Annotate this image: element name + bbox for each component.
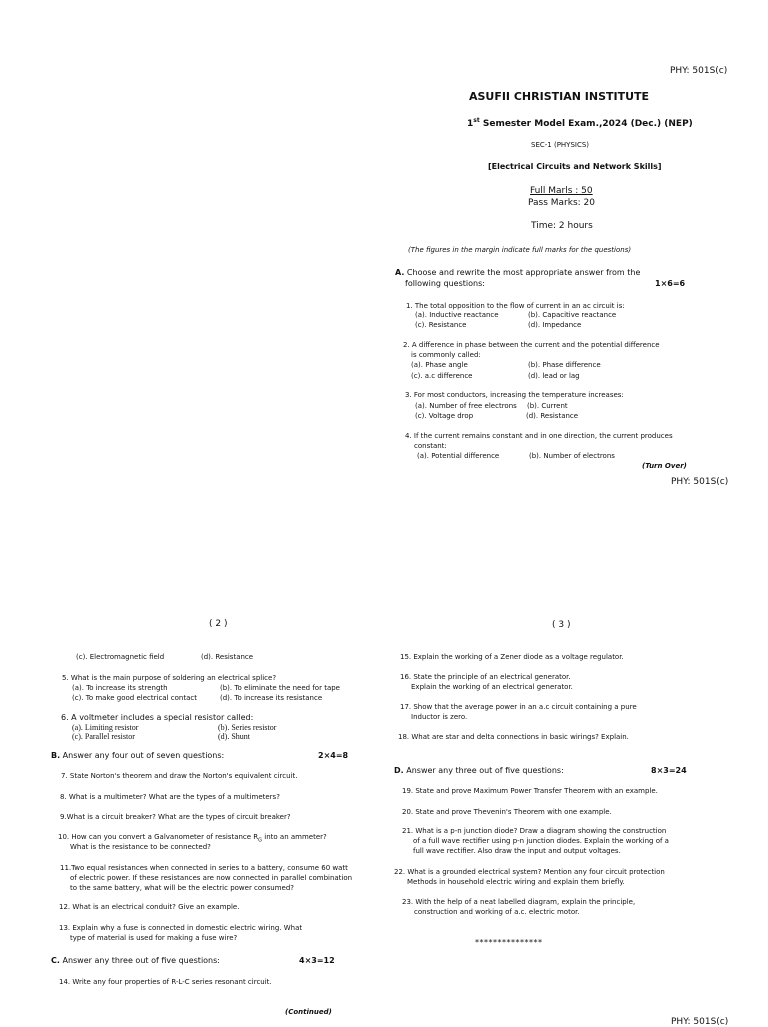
option-d: (d). lead or lag (528, 372, 580, 380)
option-a: (a). Limiting resistor (72, 723, 139, 732)
question-20: 20. State and prove Thevenin's Theorem with one example. (402, 808, 612, 816)
time-allowed: Time: 2 hours (531, 221, 593, 231)
option-c: (c). a.c difference (411, 372, 473, 380)
margin-note: (The figures in the margin indicate full marks for the questions) (408, 246, 632, 254)
question-text-line2: What is the resistance to be connected? (70, 843, 211, 851)
question-text: 1. The total opposition to the flow of current in an ac circuit is: (406, 302, 625, 310)
option-b: (b). Number of electrons (529, 452, 615, 460)
end-stars: *************** (475, 938, 543, 947)
question-text-line2: Explain the working of an electrical generator. (411, 683, 573, 691)
page-number-2: ( 2 ) (209, 619, 228, 629)
exam-title: 1st Semester Model Exam.,2024 (Dec.) (NEP) (467, 117, 693, 129)
option-c: (c). Resistance (415, 321, 467, 329)
section-b-heading: B. Answer any four out of seven questions: (51, 751, 225, 760)
question-text-line3: to the same battery, what will be the electric power consumed? (70, 884, 294, 892)
option-b: (b). Phase difference (528, 361, 601, 369)
option-b: (b). Series resistor (218, 723, 277, 732)
question-9: 9.What is a circuit breaker? What are the types of circuit breaker? (60, 813, 291, 821)
section-c-marks: 4×3=12 (299, 956, 335, 965)
question-text: 16. State the principle of an electrical generator. (400, 673, 571, 681)
option-c: (c). Voltage drop (415, 412, 474, 420)
section-a-heading: A. Choose and rewrite the most appropriate answer from the (395, 268, 641, 277)
option-d: (d). Resistance (526, 412, 579, 420)
question-text: 4. If the current remains constant and in one direction, the current produces (405, 432, 673, 440)
section-c-heading: C. Answer any three out of five questions: (51, 956, 220, 965)
section-d-marks: 8×3=24 (651, 766, 687, 775)
pass-marks: Pass Marks: 20 (528, 198, 596, 208)
question-text-line2: is commonly called: (411, 351, 481, 359)
option-d: (d). To increase its resistance (220, 694, 323, 702)
option-a: (a). Potential difference (417, 452, 500, 460)
option-c: (c). Parallel resistor (72, 732, 135, 741)
turn-over-note: (Turn Over) (642, 462, 687, 470)
question-12: 12. What is an electrical conduit? Give an example. (59, 903, 240, 911)
paper-code: PHY: 501S(c) (670, 66, 728, 76)
question-19: 19. State and prove Maximum Power Transfer Theorem with an example. (402, 787, 658, 795)
paper-code-2: PHY: 501S(c) (671, 477, 729, 487)
question-text: 23. With the help of a neat labelled diagram, explain the principle, (402, 898, 636, 906)
q4-option-c: (c). Electromagnetic field (76, 653, 165, 661)
question-text-line2: Inductor is zero. (411, 713, 468, 721)
option-a: (a). Inductive reactance (415, 311, 499, 319)
option-d: (d). Shunt (218, 732, 250, 741)
option-b: (b). To eliminate the need for tape (220, 684, 340, 692)
question-text-line2: of electric power. If these resistances are now connected in parallel combination (70, 874, 353, 882)
question-text-line2: constant: (414, 442, 447, 450)
option-a: (a). Number of free electrons (415, 402, 517, 410)
question-8: 8. What is a multimeter? What are the types of a multimeters? (60, 793, 280, 801)
question-text-line3: full wave rectifier. Also draw the input and output voltages. (413, 847, 621, 855)
question-text: 11.Two equal resistances when connected in series to a battery, consume 60 watt (60, 864, 348, 872)
question-14: 14. Write any four properties of R-L-C series resonant circuit. (59, 978, 272, 986)
continued-note: (Continued) (285, 1008, 332, 1016)
question-text: 6. A voltmeter includes a special resistor called: (61, 713, 254, 722)
question-text-line2: type of material is used for making a fuse wire? (70, 934, 238, 942)
page-number-3: ( 3 ) (552, 620, 571, 630)
option-a: (a). Phase angle (411, 361, 468, 369)
question-text: 13. Explain why a fuse is connected in domestic electric wiring. What (59, 924, 303, 932)
paper-code-3: PHY: 501S(c) (671, 1017, 729, 1027)
question-text: 21. What is a p-n junction diode? Draw a diagram showing the construction (402, 827, 667, 835)
question-text: 22. What is a grounded electrical system? Mention any four circuit protection (394, 868, 665, 876)
question-text-line2: of a full wave rectifier using p-n junction diodes. Explain the working of a (413, 837, 669, 845)
q4-option-d: (d). Resistance (201, 653, 254, 661)
question-15: 15. Explain the working of a Zener diode as a voltage regulator. (400, 653, 624, 661)
section-d-heading: D. Answer any three out of five questions: (394, 766, 564, 775)
option-b: (b). Capacitive reactance (528, 311, 617, 319)
question-7: 7. State Norton's theorem and draw the Norton's equivalent circuit. (61, 772, 298, 780)
question-text: 3. For most conductors, increasing the temperature increases: (405, 391, 624, 399)
question-text: 5. What is the main purpose of soldering an electrical splice? (62, 674, 277, 682)
option-a: (a). To increase its strength (72, 684, 168, 692)
option-d: (d). Impedance (528, 321, 582, 329)
question-text: 17. Show that the average power in an a.c circuit containing a pure (400, 703, 637, 711)
question-text: 2. A difference in phase between the current and the potential difference (403, 341, 660, 349)
question-18: 18. What are star and delta connections in basic wirings? Explain. (398, 733, 629, 741)
paper-name: SEC-1 (PHYSICS) (531, 141, 590, 149)
section-b-marks: 2×4=8 (318, 751, 349, 760)
option-b: (b). Current (527, 402, 568, 410)
question-text-line2: Methods in household electric wiring and explain them briefly. (407, 878, 625, 886)
question-text: 10. How can you convert a Galvanometer of resistance $R_G$ into an ammeter? (58, 833, 327, 844)
section-a-heading-line2: following questions: (405, 279, 485, 288)
subject-title: [Electrical Circuits and Network Skills] (488, 162, 662, 171)
question-text-line2: construction and working of a.c. electric motor. (414, 908, 580, 916)
full-marks: Full Marls : 50 (530, 186, 593, 196)
option-c: (c). To make good electrical contact (72, 694, 197, 702)
section-a-marks: 1×6=6 (655, 279, 686, 288)
